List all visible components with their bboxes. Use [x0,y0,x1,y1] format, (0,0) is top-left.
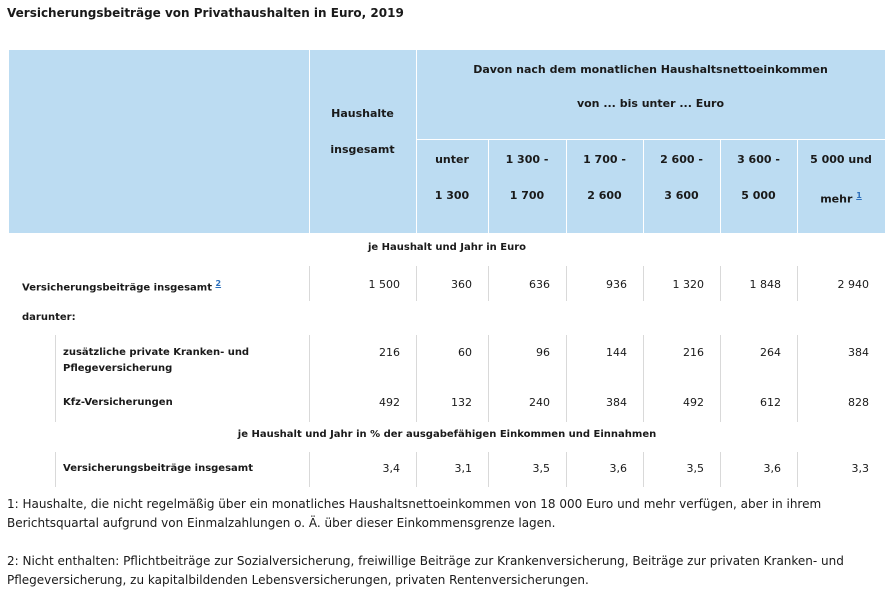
cell-health-col2: 96 [536,346,550,359]
cell-kfz-col1: 132 [451,396,472,409]
header-total-line1: Haushalte [331,107,394,120]
header-col3-line1: 1 700 - [583,153,626,166]
cell-health-col0: 216 [379,346,400,359]
row-label-total-text: Versicherungsbeiträge insgesamt [22,282,212,294]
cell-total-col0: 1 500 [368,278,400,291]
row-label-total [22,276,221,295]
cell-total-col1: 360 [451,278,472,291]
cell-percent-col3: 3,6 [609,462,627,475]
header-group-line2: von ... bis unter ... Euro [576,97,725,110]
header-col1-line2: 1 300 [434,189,470,202]
grid-line [55,452,56,487]
header-col5-line1: 3 600 - [737,153,780,166]
section-heading-percent: je Haushalt und Jahr in % der ausgabefähigen Einkommen und Einnahmen [237,429,657,440]
header-col5-line2: 5 000 [741,189,776,202]
header-col6-line2 [797,189,885,207]
cell-kfz-col4: 492 [683,396,704,409]
footnote-2: 2: Nicht enthalten: Pflichtbeiträge zur Sozialversicherung, freiwillige Beiträge zur Krankenversicherung, Beiträge zur privaten Kranken- und Pflegeversicherung, zu kapitalbildenden Lebensversicherungen, privaten Rentenversicherungen. [7,554,844,587]
footnote-link-2[interactable]: 2 [215,279,222,288]
cell-health-col5: 264 [760,346,781,359]
grid-line [55,335,56,422]
row-label-percent: Versicherungsbeiträge insgesamt [63,463,253,474]
cell-percent-col2: 3,5 [532,462,550,475]
header-divider [416,139,885,140]
cell-health-col1: 60 [458,346,472,359]
header-total-line2: insgesamt [330,143,395,156]
footnote-1: 1: Haushalte, die nicht regelmäßig über ein monatliches Haushaltsnettoeinkommen von 18 000 Euro und mehr verfügen, aber in ihrem Berichtsquartal aufgrund von Einmalzahlungen o. Ä. über dieser Einkommensgrenze lagen. [7,497,822,530]
cell-kfz-col2: 240 [529,396,550,409]
header-divider [416,50,417,233]
cell-kfz-col0: 492 [379,396,400,409]
cell-total-col3: 936 [606,278,627,291]
cell-health-col6: 384 [848,346,869,359]
cell-kfz-col3: 384 [606,396,627,409]
header-group-line1: Davon nach dem monatlichen Haushaltsnettoeinkommen [473,63,828,76]
row-label-kfz: Kfz-Versicherungen [63,397,173,408]
header-col4-line1: 2 600 - [660,153,703,166]
header-col3-line2: 2 600 [587,189,622,202]
cell-percent-col0: 3,4 [382,462,400,475]
cell-percent-col1: 3,1 [454,462,472,475]
cell-health-col3: 144 [606,346,627,359]
header-col6-line1: 5 000 und [810,153,872,166]
row-label-health-line2: Pflegeversicherung [63,363,173,374]
cell-kfz-col6: 828 [848,396,869,409]
row-label-darunter: darunter: [22,312,76,323]
cell-kfz-col5: 612 [760,396,781,409]
cell-total-col4: 1 320 [672,278,704,291]
header-divider [309,50,310,233]
header-col6-text: mehr [820,192,853,206]
cell-percent-col6: 3,3 [851,462,869,475]
header-col2-line1: 1 300 - [505,153,549,166]
header-col1-line1: unter [435,153,469,166]
cell-percent-col4: 3,5 [686,462,704,475]
header-col4-line2: 3 600 [664,189,699,202]
cell-percent-col5: 3,6 [763,462,781,475]
cell-total-col5: 1 848 [749,278,781,291]
section-heading-euro: je Haushalt und Jahr in Euro [367,242,527,253]
table-header [9,50,885,233]
footnote-link-1[interactable]: 1 [856,191,862,200]
header-col2-line2: 1 700 [509,189,545,202]
cell-health-col4: 216 [683,346,704,359]
page-title: Versicherungsbeiträge von Privathaushalten in Euro, 2019 [7,6,404,20]
cell-total-col6: 2 940 [837,278,869,291]
cell-total-col2: 636 [529,278,550,291]
row-label-health-line1: zusätzliche private Kranken- und [63,347,250,358]
